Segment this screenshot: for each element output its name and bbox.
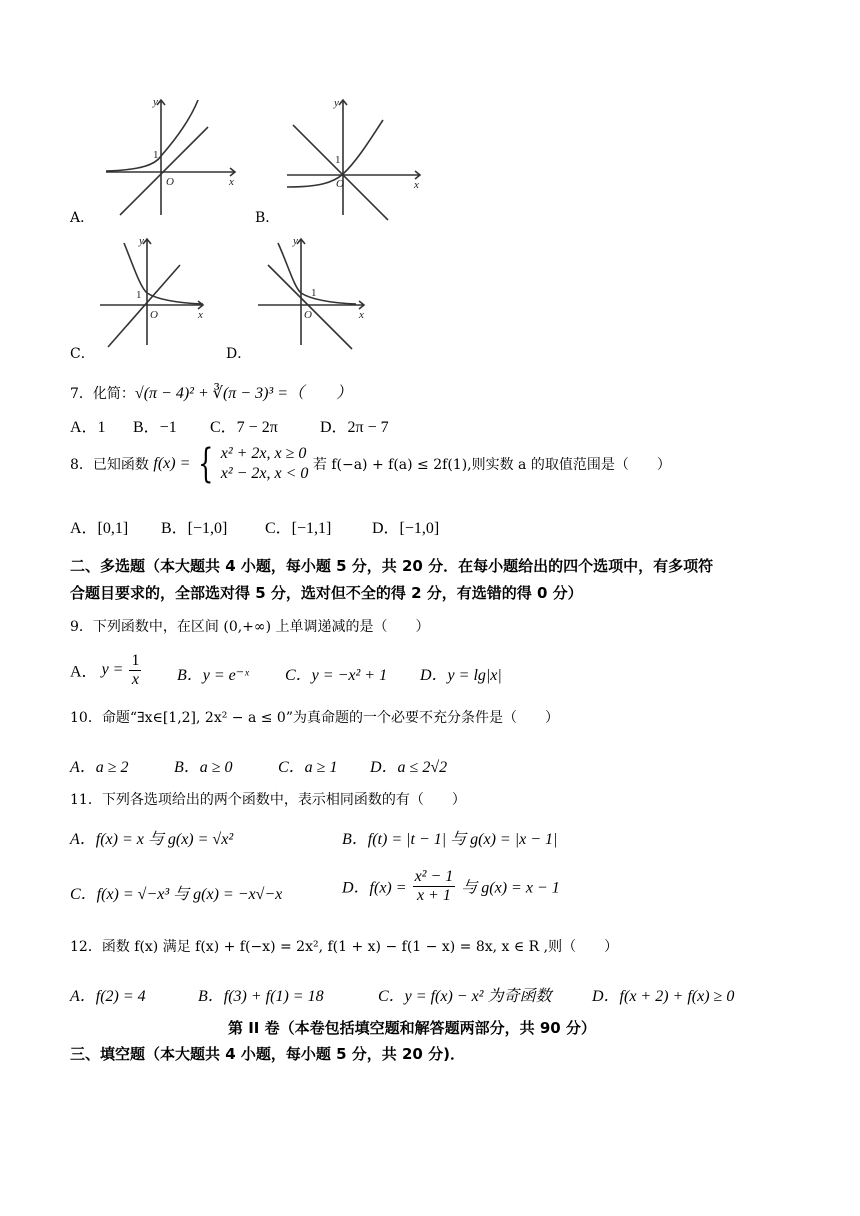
label-origin: O <box>166 176 174 188</box>
q12-stem: 12．函数 f(x) 满足 f(x) + f(−x) = 2x², f(1 + x) − f(1 − x) = 8x, x ∈ R ,则（ ） <box>70 939 619 955</box>
q7-stem-text: 7．化简： <box>70 386 135 402</box>
q10-option-b[interactable]: B．a ≥ 0 <box>174 759 233 776</box>
q12-option-d[interactable]: D．f(x + 2) + f(x) ≥ 0 <box>592 988 735 1005</box>
q11-d-fraction <box>413 868 456 904</box>
part-2-heading: 第 II 卷（本卷包括填空题和解答题两部分，共 90 分） <box>228 1019 596 1037</box>
q9-a-fraction <box>129 652 141 688</box>
q8-condition: 若 f(−a) + f(a) ≤ 2f(1),则实数 a 的取值范围是（ ） <box>312 457 671 473</box>
graph-d <box>256 235 371 350</box>
section-2-heading-line1: 二、多选题（本大题共 4 小题，每小题 5 分，共 20 分．在每小题给出的四个选项中，有多项符 <box>70 557 714 575</box>
section-3-heading: 三、填空题（本大题共 4 小题，每小题 5 分，共 20 分)． <box>70 1045 465 1063</box>
q10-option-d[interactable]: D．a ≤ 2√2 <box>370 759 448 776</box>
label-y: y <box>139 235 144 247</box>
label-one: 1 <box>136 289 142 301</box>
q9-a-numerator: 1 <box>131 652 140 669</box>
option-b-label: B． <box>255 210 280 226</box>
q8-option-b[interactable]: B．[−1,0] <box>161 520 228 537</box>
label-one: 1 <box>311 287 317 299</box>
line-curve <box>108 265 180 347</box>
line-curve <box>268 265 352 349</box>
option-c-label: C． <box>70 346 95 362</box>
q8-stem-text: 8．已知函数 <box>70 457 149 473</box>
section-2-heading-line2: 合题目要求的，全部选对得 5 分，选对但不全的得 2 分，有选错的得 0 分） <box>70 584 583 602</box>
graph-c <box>98 235 213 350</box>
q9-option-d[interactable]: D．y = lg|x| <box>420 667 502 684</box>
q8-option-c[interactable]: C．[−1,1] <box>265 520 332 537</box>
q11-d-denominator: x + 1 <box>416 886 451 904</box>
q11-option-d[interactable] <box>342 868 560 904</box>
q7-option-b[interactable]: B．−1 <box>133 419 177 436</box>
label-x: x <box>198 309 203 321</box>
q8-option-a[interactable]: A．[0,1] <box>70 520 129 537</box>
q7-expression: √(π − 4)² + ∛(π − 3)³ =（ ） <box>134 385 353 402</box>
label-one: 1 <box>335 154 341 166</box>
label-one: 1 <box>153 149 159 161</box>
q11-d-numerator: x² − 1 <box>414 868 454 885</box>
option-d-label: D． <box>226 346 252 362</box>
label-origin: O <box>304 309 312 321</box>
q9-a-denominator: x <box>131 670 140 688</box>
q9-a-lhs: y = <box>101 661 124 679</box>
graph-a <box>100 95 245 220</box>
case-1: x² + 2x, x ≥ 0 <box>220 445 307 462</box>
option-a-label: A． <box>70 210 95 226</box>
q12-option-a[interactable]: A．f(2) = 4 <box>70 988 146 1005</box>
q11-option-a[interactable]: A．f(x) = x 与 g(x) = √x² <box>70 831 234 848</box>
label-y: y <box>293 235 298 247</box>
q11-d-rhs: 与 g(x) = x − 1 <box>461 879 560 897</box>
label-y: y <box>153 96 158 108</box>
q11-d-lhs: D．f(x) = <box>342 879 407 897</box>
label-origin: O <box>336 178 344 190</box>
piecewise-brace: { <box>197 441 214 487</box>
line-curve <box>293 125 388 220</box>
label-x: x <box>359 309 364 321</box>
label-origin: O <box>150 309 158 321</box>
q9-option-a[interactable] <box>70 652 143 688</box>
line-curve <box>120 127 208 215</box>
q10-option-a[interactable]: A．a ≥ 2 <box>70 759 129 776</box>
exp-curve <box>106 100 198 171</box>
label-y: y <box>334 97 339 109</box>
q12-option-b[interactable]: B．f(3) + f(1) = 18 <box>198 988 324 1005</box>
q11-stem: 11．下列各选项给出的两个函数中，表示相同函数的有（ ） <box>70 792 466 808</box>
q7-option-a[interactable]: A．1 <box>70 419 106 436</box>
q8-stem <box>70 441 671 487</box>
label-x: x <box>229 176 234 188</box>
q11-option-c[interactable]: C．f(x) = √−x³ 与 g(x) = −x√−x <box>70 886 283 903</box>
exp-curve <box>278 243 356 304</box>
q9-option-c[interactable]: C．y = −x² + 1 <box>285 667 388 684</box>
q9-stem: 9．下列函数中，在区间 (0,+∞) 上单调递减的是（ ） <box>70 619 430 635</box>
q11-option-b[interactable]: B．f(t) = |t − 1| 与 g(x) = |x − 1| <box>342 831 558 848</box>
q9-a-prefix: A． <box>70 663 98 681</box>
q7-option-d[interactable]: D．2π − 7 <box>320 419 389 436</box>
q8-option-d[interactable]: D．[−1,0] <box>372 520 440 537</box>
q10-option-c[interactable]: C．a ≥ 1 <box>278 759 338 776</box>
q8-function-name: f(x) = <box>153 455 191 472</box>
q9-option-b[interactable]: B．y = e⁻ˣ <box>177 667 249 684</box>
q10-stem: 10．命题“∃x∈[1,2], 2x² − a ≤ 0”为真命题的一个必要不充分条件是（ ） <box>70 710 560 726</box>
q7-stem <box>70 380 352 403</box>
graph-b <box>283 95 428 220</box>
q12-option-c[interactable]: C．y = f(x) − x² 为奇函数 <box>378 988 552 1005</box>
case-2: x² − 2x, x < 0 <box>220 465 309 482</box>
piecewise-cases <box>221 444 309 484</box>
label-x: x <box>414 179 419 191</box>
q7-option-c[interactable]: C．7 − 2π <box>210 419 278 436</box>
